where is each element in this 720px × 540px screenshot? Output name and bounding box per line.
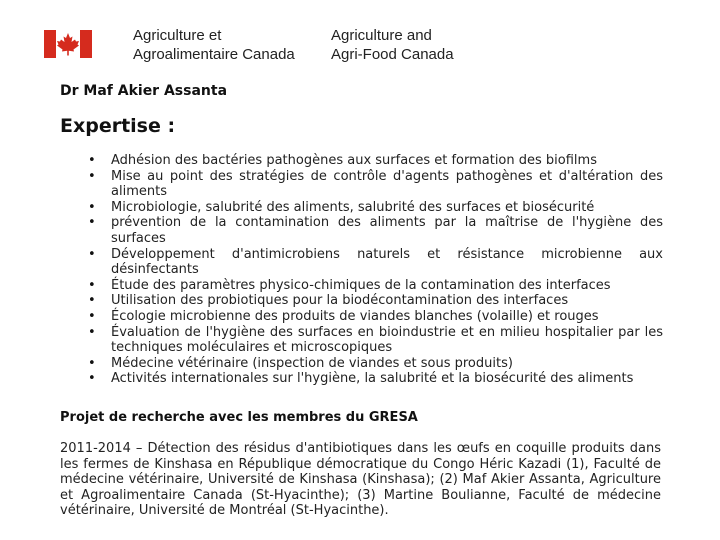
expertise-item: • Écologie microbienne des produits de viandes blanches (volaille) et rouges bbox=[88, 309, 663, 325]
project-description: 2011-2014 – Détection des résidus d'antibiotiques dans les œufs en coquille produits dans les fermes de Kinshasa en République démocratique du Congo Héric Kazadi (1), Faculté de médecine vétérinaire, Université de Kinshasa (Kinshasa); (2) Maf Akier Assanta, Agriculture et Agroalimentaire Canada (St-Hyacinthe); (3) Martine Boulianne, Faculté de médecine vétérinaire, Université de Montréal (St-Hyacinthe). bbox=[60, 441, 661, 519]
expertise-item: • Étude des paramètres physico-chimiques de la contamination des interfaces bbox=[88, 278, 663, 294]
org-en-line1: Agriculture and bbox=[331, 27, 432, 44]
org-name-french bbox=[133, 26, 295, 64]
org-fr-line2: Agroalimentaire Canada bbox=[133, 46, 295, 63]
author-name: Dr Maf Akier Assanta bbox=[60, 83, 228, 99]
expertise-item: • Évaluation de l'hygiène des surfaces en bioindustrie et en milieu hospitalier par les techniques moléculaires et microscopiques bbox=[88, 325, 663, 356]
expertise-title: Expertise : bbox=[60, 115, 176, 137]
expertise-item: • Adhésion des bactéries pathogènes aux surfaces et formation des biofilms bbox=[88, 153, 663, 169]
org-name-english bbox=[331, 26, 454, 64]
canada-flag-icon bbox=[44, 30, 92, 58]
header bbox=[0, 0, 720, 80]
expertise-item: • Mise au point des stratégies de contrôle d'agents pathogènes et d'altération des aliments bbox=[88, 169, 663, 200]
expertise-item: • Microbiologie, salubrité des aliments, salubrité des surfaces et biosécurité bbox=[88, 200, 663, 216]
expertise-item: • Activités internationales sur l'hygiène, la salubrité et la biosécurité des aliments bbox=[88, 371, 663, 387]
org-fr-line1: Agriculture et bbox=[133, 27, 222, 44]
expertise-list bbox=[88, 153, 663, 387]
expertise-item: • Médecine vétérinaire (inspection de viandes et sous produits) bbox=[88, 356, 663, 372]
org-en-line2: Agri-Food Canada bbox=[331, 46, 454, 63]
project-title: Projet de recherche avec les membres du GRESA bbox=[60, 410, 418, 425]
expertise-item: • prévention de la contamination des aliments par la maîtrise de l'hygiène des surfaces bbox=[88, 215, 663, 246]
expertise-item: • Utilisation des probiotiques pour la biodécontamination des interfaces bbox=[88, 293, 663, 309]
expertise-item: • Développement d'antimicrobiens naturels et résistance microbienne aux désinfectants bbox=[88, 247, 663, 278]
